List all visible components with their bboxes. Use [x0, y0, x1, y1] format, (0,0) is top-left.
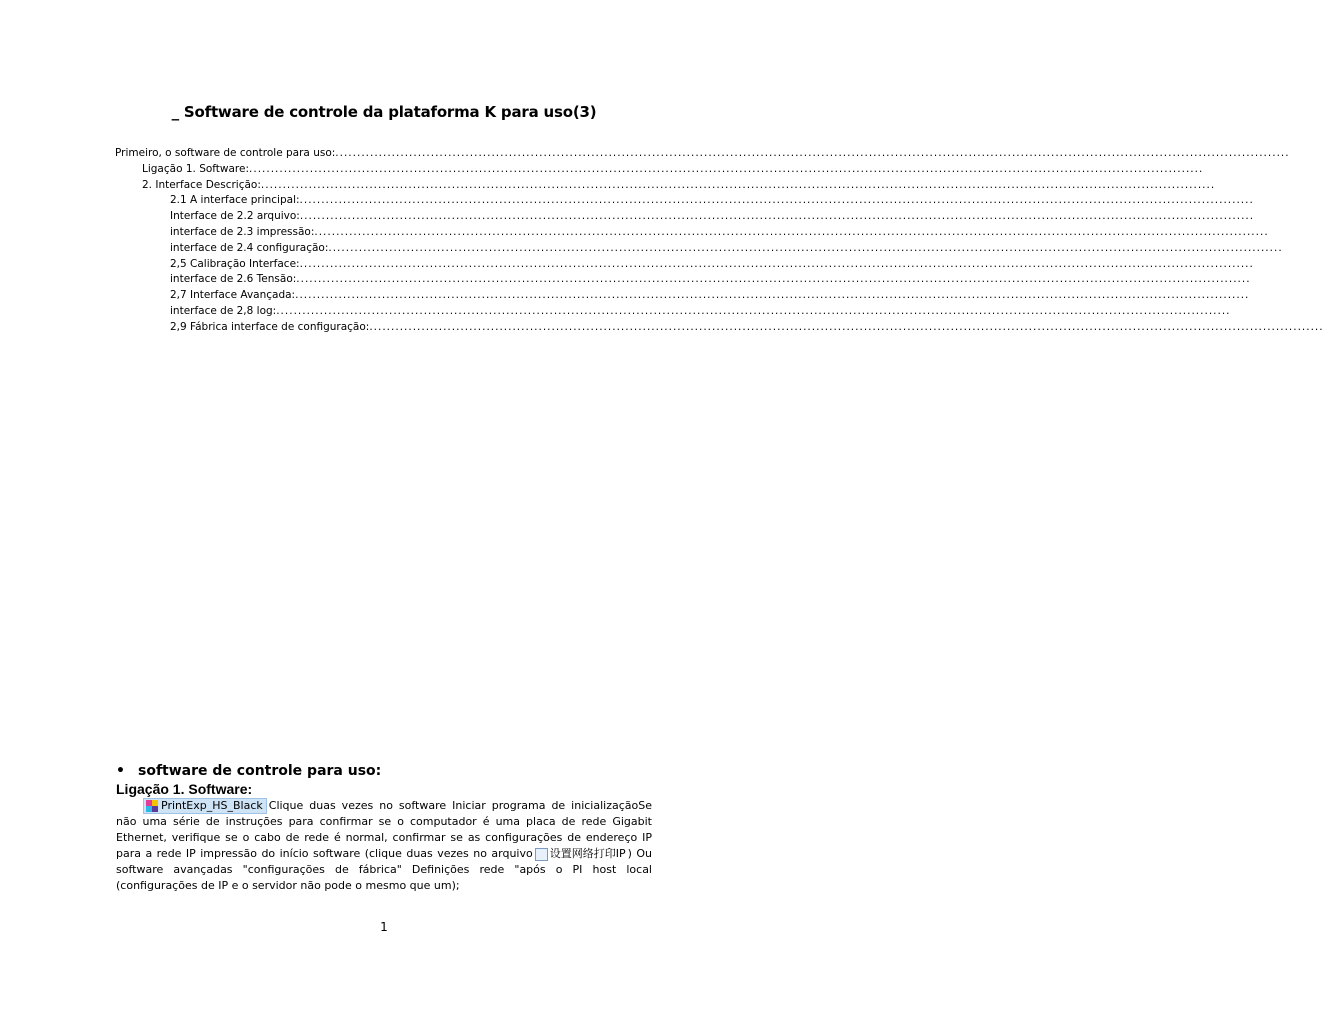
toc-entry-text: 2.1 A interface principal:	[170, 194, 300, 207]
toc-leader-dots: ............................................................................................................................................................................................................................	[369, 320, 1324, 333]
file-shortcut[interactable]	[535, 846, 626, 862]
bullet-icon: •	[116, 763, 125, 779]
toc-entry-text: interface de 2,8 log:	[170, 305, 277, 317]
toc-leader-dots: ............................................................................................................................................................................................................................	[299, 257, 1254, 270]
app-shortcut[interactable]	[143, 798, 267, 814]
toc-entry-text: 2,7 Interface Avançada:	[170, 289, 296, 302]
toc-entry-text: interface de 2.3 impressão:	[170, 226, 315, 238]
file-icon	[535, 848, 548, 861]
toc-leader-dots: ............................................................................................................................................................................................................................	[260, 178, 1216, 191]
toc-entry[interactable]	[170, 303, 1231, 319]
toc-entry[interactable]	[170, 271, 1251, 287]
toc-leader-dots: ............................................................................................................................................................................................................................	[296, 273, 1251, 286]
toc-entry-text: Ligação 1. Software:	[142, 162, 250, 175]
section-heading: Ligação 1. Software:	[116, 781, 253, 797]
file-name: 设置网络打印IP	[549, 847, 626, 860]
toc-entry-text: interface de 2.4 configuração:	[170, 241, 329, 254]
toc-entry[interactable]	[142, 161, 1204, 177]
paragraph-text-1: Clique duas vezes no software Iniciar programa de inicializaçãoSe não uma série de instruções para confirmar se o computador é uma placa de rede Gigabit Ethernet, verifique se o cabo de rede é normal, confirmar se as configurações de endereço IP para a rede IP impressão do início software (clique duas vezes no arquivo	[116, 799, 652, 860]
app-name: PrintExp_HS_Black	[161, 799, 263, 812]
toc-entry[interactable]	[115, 145, 1290, 161]
toc-entry-text: interface de 2.6 Tensão:	[170, 273, 297, 286]
toc-leader-dots: ............................................................................................................................................................................................................................	[276, 305, 1231, 317]
page-number: 1	[380, 920, 388, 934]
toc-leader-dots: ............................................................................................................................................................................................................................	[295, 289, 1250, 302]
toc-leader-dots: ............................................................................................................................................................................................................................	[299, 194, 1254, 207]
toc-entry[interactable]	[170, 319, 1324, 335]
toc-entry-text: 2,9 Fábrica interface de configuração:	[170, 320, 370, 333]
toc-entry[interactable]	[170, 256, 1254, 272]
paragraph-text-2: ) Ou software avançadas "configurações de fábrica" Definições rede "após o PI host local (configurações de IP e o servidor não pode o mesmo que um);	[116, 847, 652, 892]
toc-entry[interactable]	[170, 240, 1283, 256]
body-paragraph	[116, 798, 652, 894]
toc-entry-text: 2,5 Calibração Interface:	[170, 257, 300, 270]
document-title: _ Software de controle da plataforma K para uso(3)	[171, 103, 597, 121]
bullet-heading-text: software de controle para uso:	[138, 763, 382, 779]
toc-leader-dots: ............................................................................................................................................................................................................................	[328, 241, 1283, 254]
toc-leader-dots: ............................................................................................................................................................................................................................	[299, 210, 1255, 223]
toc-entry[interactable]	[170, 208, 1255, 224]
toc-entry[interactable]	[170, 287, 1250, 303]
toc-leader-dots: ............................................................................................................................................................................................................................	[249, 162, 1204, 175]
toc-leader-dots: ............................................................................................................................................................................................................................	[314, 226, 1269, 238]
toc-entry[interactable]	[142, 177, 1216, 193]
toc-leader-dots: ............................................................................................................................................................................................................................	[335, 147, 1290, 159]
bullet-heading	[116, 763, 381, 779]
toc-entry-text: Primeiro, o software de controle para uso:	[115, 147, 336, 159]
toc-entry[interactable]	[170, 192, 1254, 208]
toc-entry-text: Interface de 2.2 arquivo:	[170, 210, 300, 223]
toc-entry[interactable]	[170, 224, 1269, 240]
printexp-app-icon	[146, 800, 158, 812]
toc-entry-text: 2. Interface Descrição:	[142, 178, 261, 191]
